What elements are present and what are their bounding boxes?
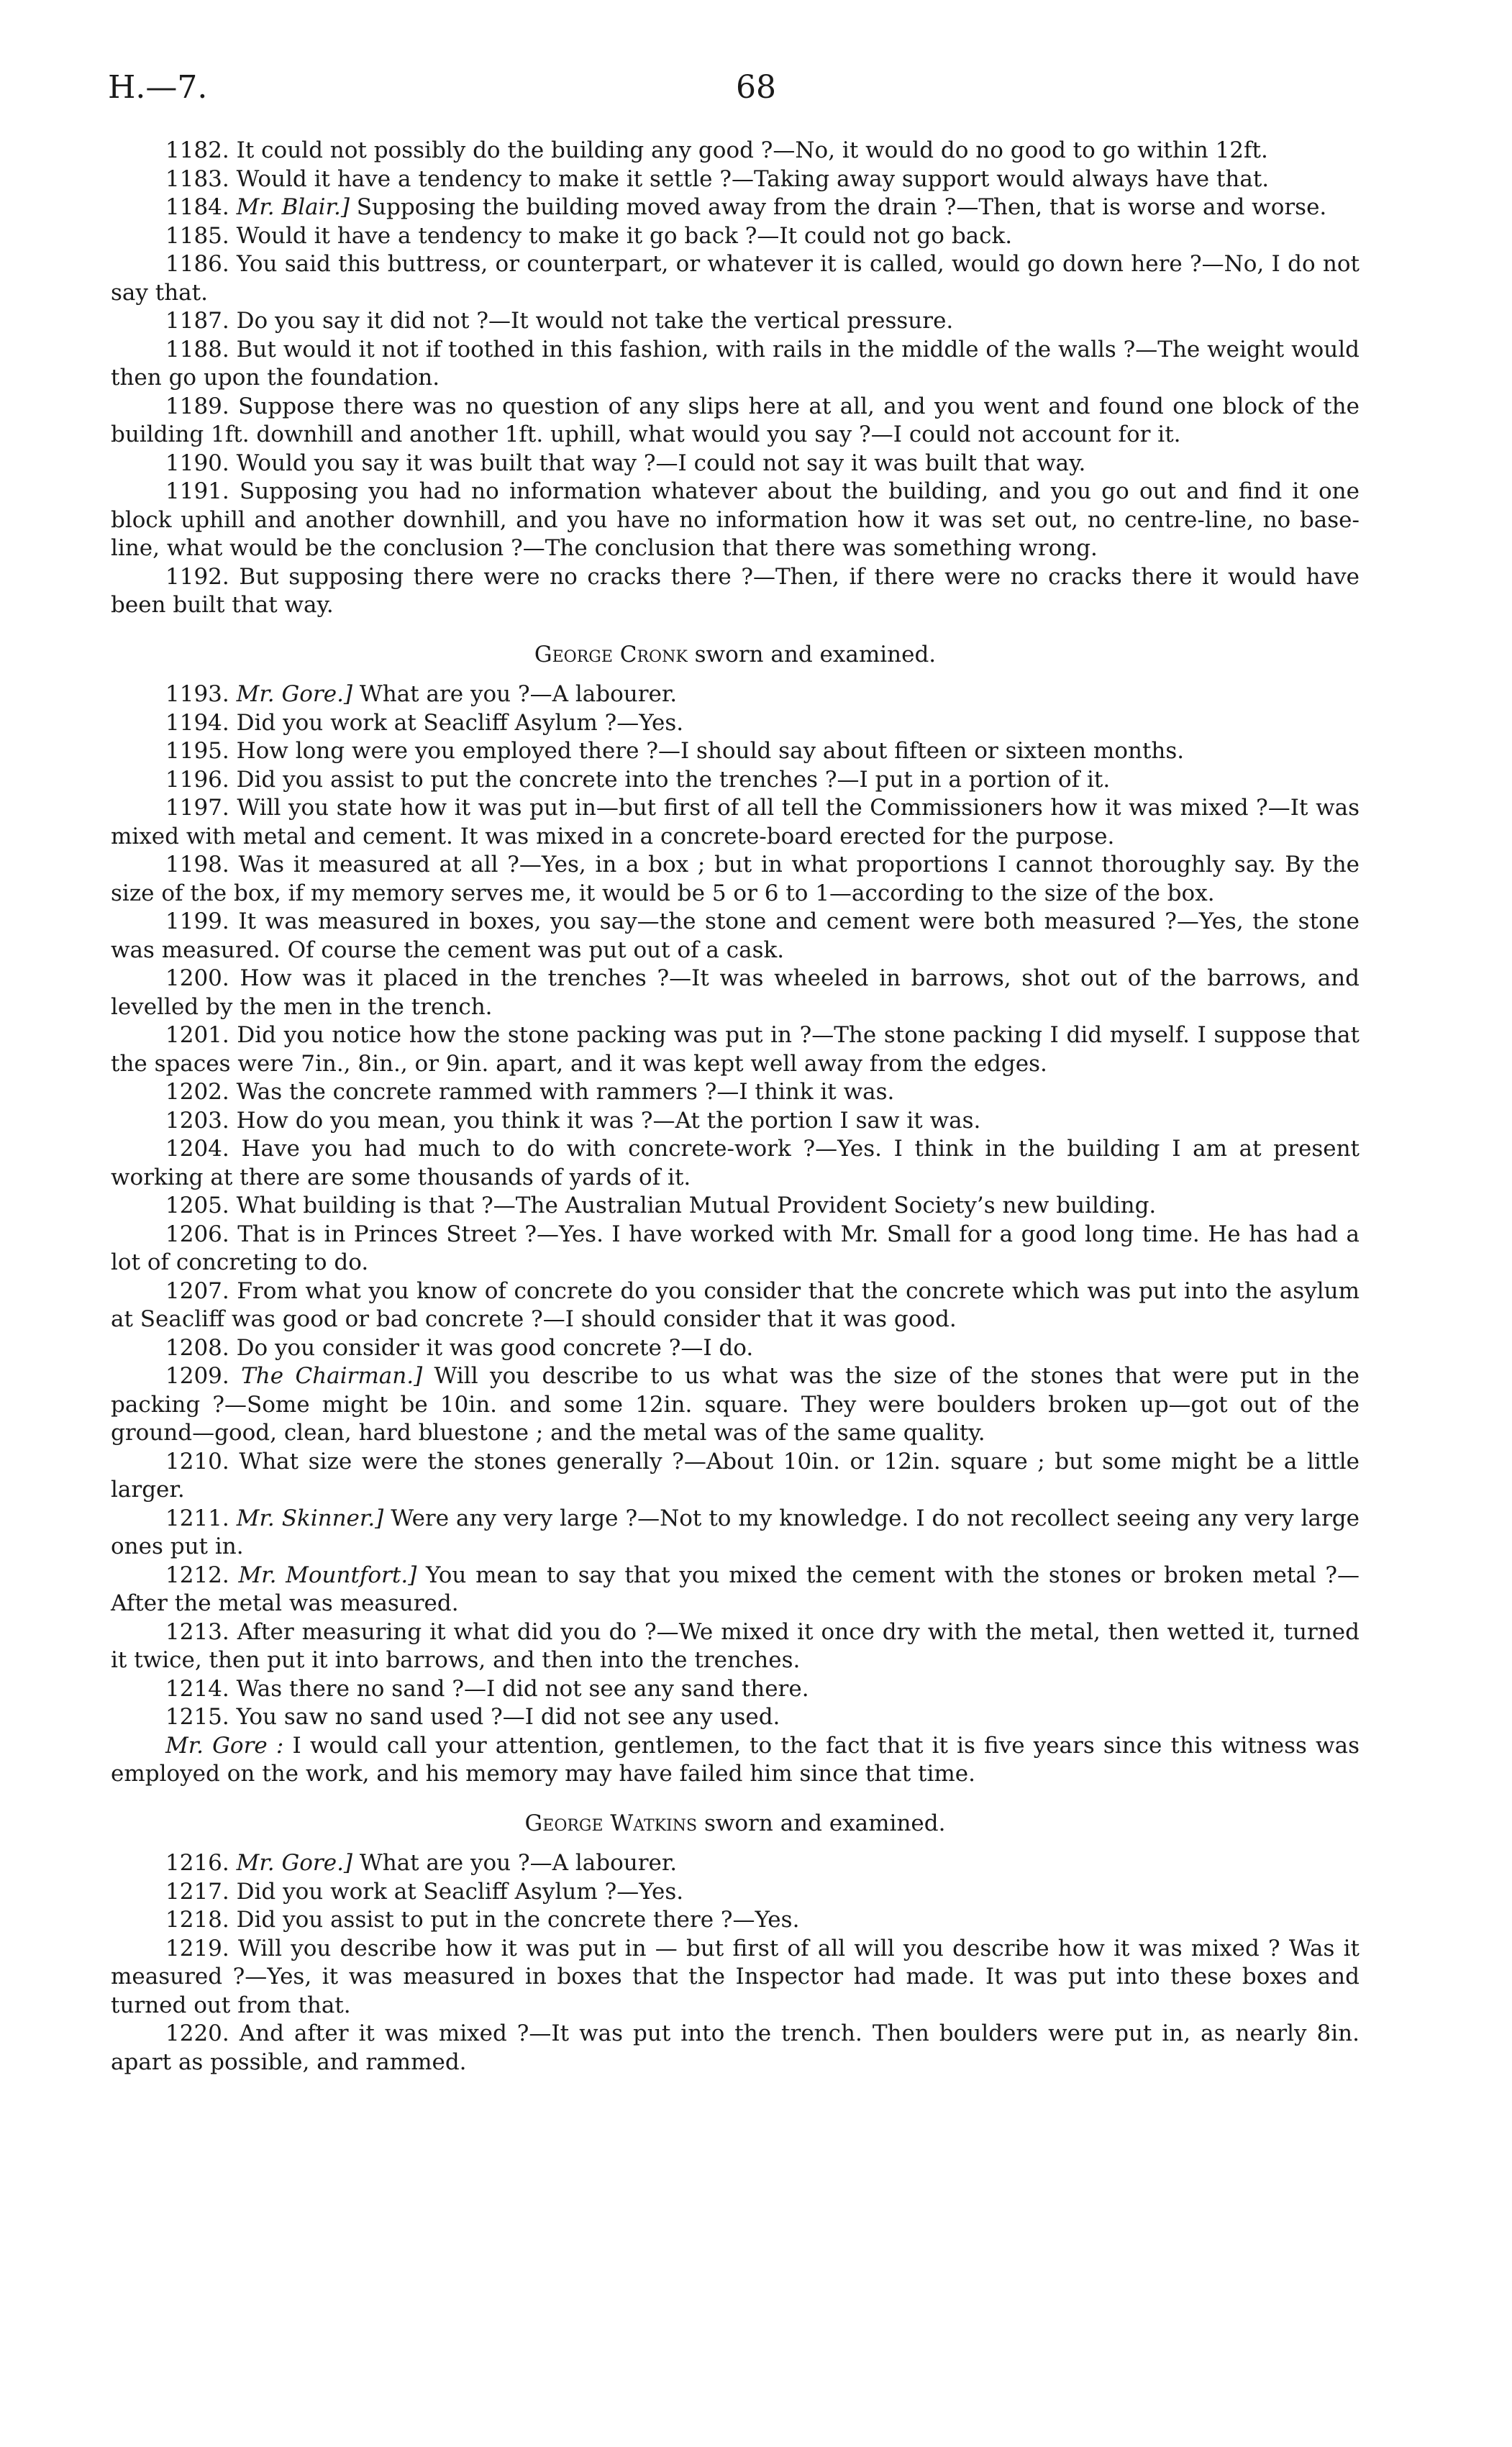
testimony-text: How do you mean, you think it was ?—At the portion I saw it was. [236,1107,981,1134]
speaker-name: Mr. Gore.] [236,1850,353,1876]
speaker-name: Mr. Mountfort.] [238,1562,417,1588]
question-number: 1189. [165,393,229,419]
testimony-paragraph [111,563,1360,620]
speaker-name: Mr. Gore.] [236,681,353,707]
question-number: 1194. [165,709,229,736]
testimony-text: Will you describe how it was put in — but first of all will you describe how it was mixed ? Was it measured ?—Yes, it was measured in boxes that the Inspector had made. It was put into these boxes and turned out from that. [111,1935,1360,2018]
testimony-paragraph [111,965,1360,1021]
question-number: 1184. [165,194,229,220]
question-number: 1203. [165,1107,229,1134]
question-number: 1192. [165,563,229,590]
testimony-text: Would you say it was built that way ?—I could not say it was built that way. [236,450,1086,476]
testimony-text: That is in Princes Street ?—Yes. I have worked with Mr. Small for a good long time. He has had a lot of concreting to do. [111,1221,1360,1275]
testimony-paragraph [111,2020,1360,2077]
speaker-name: Mr. Skinner.] [236,1505,384,1531]
testimony-text: Was the concrete rammed with rammers ?—I think it was. [236,1079,895,1105]
testimony-paragraph [111,709,1360,738]
testimony-paragraph [111,1878,1360,1907]
question-number: 1206. [165,1221,229,1247]
testimony-paragraph [111,1618,1360,1675]
testimony-text: Do you say it did not ?—It would not take the vertical pressure. [236,308,954,334]
testimony-paragraph [111,851,1360,908]
question-number: 1187. [165,308,229,334]
question-number: 1196. [165,766,229,793]
testimony-paragraph [111,1334,1360,1363]
testimony-paragraph [111,193,1360,222]
question-number: 1220. [165,2020,229,2046]
testimony-paragraph [111,137,1360,165]
testimony-paragraph [111,1135,1360,1192]
testimony-text: Did you assist to put in the concrete there ?—Yes. [236,1907,800,1933]
question-number: 1211. [165,1505,229,1531]
testimony-text: Supposing the building moved away from the drain ?—Then, that is worse and worse. [356,194,1327,220]
testimony-text: It was measured in boxes, you say—the stone and cement were both measured ?—Yes, the stone was measured. Of course the cement was put out of a cask. [111,908,1360,963]
testimony-paragraph [111,1107,1360,1136]
testimony-text: Will you describe to us what was the size of the stones that were put in the packing ?—Some might be 10in. and some 12in. square. They were boulders broken up—got out of the ground—good, clean, hard bluestone ; and the metal was of the same quality. [111,1363,1360,1446]
question-number: 1208. [165,1334,229,1361]
testimony-paragraph [111,1221,1360,1277]
question-number: 1195. [165,738,229,764]
heading-suffix: sworn and examined. [703,1810,946,1836]
testimony-text: You said this buttress, or counterpart, or whatever it is called, would go down here ?—No, I do not say that. [111,251,1360,306]
testimony-paragraph [111,393,1360,450]
testimony-paragraph [111,1192,1360,1221]
testimony-paragraph [111,478,1360,563]
question-number: 1204. [165,1136,229,1162]
question-number: 1199. [165,908,229,934]
testimony-paragraph [111,336,1360,393]
testimony-text: And after it was mixed ?—It was put into the trench. Then boulders were put in, as nearly 8in. apart as possible, and rammed. [111,2020,1360,2075]
question-number: 1188. [165,336,229,363]
testimony-paragraph [111,165,1360,194]
speaker-name: Mr. Blair.] [236,194,350,220]
witness-name: George Cronk [534,641,688,667]
testimony-paragraph [111,1362,1360,1448]
testimony-text: Will you state how it was put in—but first of all tell the Commissioners how it was mixed ?—It was mixed with metal and cement. It was mixed in a concrete-board erected for the purpose. [111,795,1360,849]
testimony-paragraph [111,908,1360,965]
question-number: 1219. [165,1935,229,1961]
question-number: 1185. [165,222,229,249]
question-number: 1190. [165,450,229,476]
testimony-paragraph [111,450,1360,478]
testimony-paragraph [111,1703,1360,1732]
testimony-text: How long were you employed there ?—I should say about fifteen or sixteen months. [236,738,1185,764]
question-number: 1214. [165,1675,229,1702]
testimony-paragraph [111,1448,1360,1505]
testimony-text: Have you had much to do with concrete-work ?—Yes. I think in the building I am at present working at there are some thousands of yards of it. [111,1136,1360,1190]
testimony-paragraph [111,1277,1360,1334]
document-body [111,137,1360,2077]
testimony-text: After measuring it what did you do ?—We mixed it once dry with the metal, then wetted it, turned it twice, then put it into barrows, and then into the trenches. [111,1618,1360,1673]
testimony-text: Would it have a tendency to make it settle ?—Taking away support would always have that. [236,165,1270,192]
testimony-paragraph [111,250,1360,307]
testimony-paragraph [111,680,1360,709]
question-number: 1215. [165,1704,229,1730]
testimony-text: But would it not if toothed in this fashion, with rails in the middle of the walls ?—The weight would then go upon the foundation. [111,336,1360,391]
question-number: 1207. [165,1277,229,1304]
testimony-text: Did you assist to put the concrete into the trenches ?—I put in a portion of it. [236,766,1111,793]
testimony-paragraph [111,1505,1360,1562]
testimony-paragraph [111,766,1360,795]
question-number: 1216. [165,1850,229,1876]
question-number: 1186. [165,251,229,277]
testimony-text: I would call your attention, gentlemen, to the fact that it is five years since this witness was employed on the work, and his memory may have failed him since that time. [111,1732,1360,1787]
testimony-paragraph [111,1849,1360,1878]
testimony-text: Was it measured at all ?—Yes, in a box ; but in what proportions I cannot thoroughly say. By the size of the box, if my memory serves me, it would be 5 or 6 to 1—according to the size of the box. [111,852,1360,906]
question-number: 1217. [165,1878,229,1905]
testimony-paragraph [111,1021,1360,1078]
question-number: 1210. [165,1448,229,1475]
testimony-text: From what you know of concrete do you consider that the concrete which was put into the asylum at Seacliff was good or bad concrete ?—I should consider that it was good. [111,1277,1360,1332]
question-number: 1201. [165,1022,229,1048]
testimony-text: Was there no sand ?—I did not see any sand there. [236,1675,809,1702]
testimony-paragraph [111,737,1360,766]
testimony-text: Did you work at Seacliff Asylum ?—Yes. [236,709,684,736]
question-number: 1182. [165,137,229,163]
question-number: 1198. [165,852,229,878]
question-number: 1205. [165,1193,229,1218]
testimony-text: Did you work at Seacliff Asylum ?—Yes. [236,1878,684,1905]
question-number: 1197. [165,795,229,821]
testimony-text: Did you notice how the stone packing was put in ?—The stone packing I did myself. I suppose that the spaces were 7in., 8in., or 9in. apart, and it was kept well away from the edges. [111,1022,1360,1077]
question-number: 1213. [165,1618,229,1645]
witness-heading [111,641,1360,670]
testimony-paragraph [111,1675,1360,1704]
testimony-text: You mean to say that you mixed the cement with the stones or broken metal ?—After the metal was measured. [111,1562,1360,1616]
question-number: 1183. [165,165,229,192]
testimony-text: What are you ?—A labourer. [359,681,678,707]
testimony-text: Would it have a tendency to make it go back ?—It could not go back. [236,222,1013,249]
testimony-paragraph [111,1732,1360,1789]
testimony-text: Supposing you had no information whatever about the building, and you go out and find it one block uphill and another downhill, and you have no information how it was set out, no centre-line, no base-line, what would be the conclusion ?—The conclusion that there was something wrong. [111,478,1360,561]
speaker-name: Mr. Gore : [165,1732,284,1759]
testimony-paragraph [111,1906,1360,1935]
question-number: 1193. [165,681,229,707]
testimony-paragraph [111,794,1360,851]
witness-name: George Watkins [524,1810,698,1836]
testimony-text: Suppose there was no question of any slips here at all, and you went and found one block of the building 1ft. downhill and another 1ft. uphill, what would you say ?—I could not account for it. [111,393,1360,447]
speaker-name: The Chairman.] [241,1363,423,1389]
question-number: 1202. [165,1079,229,1105]
testimony-paragraph [111,1562,1360,1618]
testimony-text: Do you consider it was good concrete ?—I do. [236,1334,754,1361]
question-number: 1209. [165,1363,229,1389]
question-number: 1218. [165,1907,229,1933]
testimony-text: Were any very large ?—Not to my knowledge. I do not recollect seeing any very large ones put in. [111,1505,1360,1559]
testimony-text: You saw no sand used ?—I did not see any used. [236,1704,780,1730]
testimony-text: How was it placed in the trenches ?—It was wheeled in barrows, shot out of the barrows, and levelled by the men in the trench. [111,965,1360,1020]
testimony-text: What are you ?—A labourer. [359,1850,678,1876]
testimony-text: It could not possibly do the building any good ?—No, it would do no good to go within 12ft. [236,137,1268,163]
testimony-text: But supposing there were no cracks there ?—Then, if there were no cracks there it would have been built that way. [111,563,1360,618]
testimony-paragraph [111,307,1360,336]
testimony-paragraph [111,1935,1360,2020]
testimony-text: What building is that ?—The Australian Mutual Provident Society’s new building. [236,1193,1157,1218]
report-reference: H.—7. [108,69,208,106]
question-number: 1191. [165,478,229,504]
page-number: 68 [736,69,776,106]
question-number: 1200. [165,965,229,991]
testimony-paragraph [111,222,1360,251]
heading-suffix: sworn and examined. [694,641,937,667]
testimony-paragraph [111,1078,1360,1107]
witness-heading [111,1810,1360,1838]
testimony-text: What size were the stones generally ?—About 10in. or 12in. square ; but some might be a little larger. [111,1448,1360,1503]
question-number: 1212. [165,1562,229,1588]
